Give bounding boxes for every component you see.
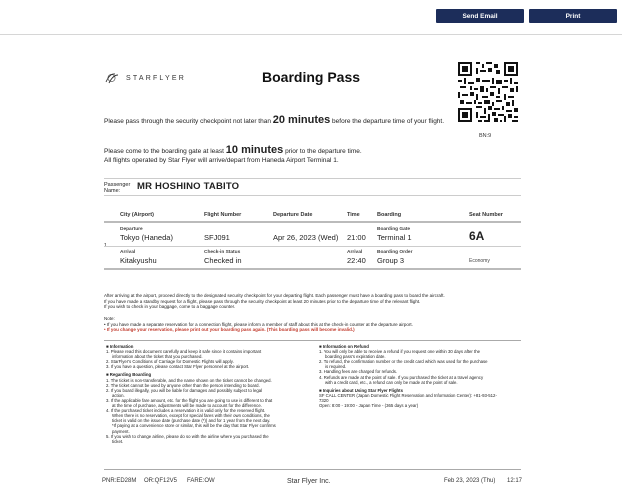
page-title: Boarding Pass <box>262 69 361 85</box>
info-heading: ■ Inquiries about Using Star Flyer Flights <box>319 387 404 393</box>
info-line: information about the ticket that you purchased. <box>112 354 203 360</box>
boarding-gate: Terminal 1 <box>377 233 412 242</box>
info-line: action. <box>112 392 125 398</box>
info-heading: ■ Information on Refund <box>319 344 369 349</box>
info-line: 3. Handling fees are charged for refunds. <box>319 369 398 375</box>
passenger-name: MR HOSHINO TABITO <box>137 181 240 192</box>
notice-emphasis: 20 minutes <box>272 114 331 126</box>
info-line: payment. <box>112 428 130 434</box>
qr-label: BN:9 <box>479 133 492 139</box>
notice-text: before the departure time of your flight. <box>332 118 445 125</box>
info-line: ticket. <box>112 438 124 444</box>
top-toolbar <box>0 0 622 35</box>
logo-text: STARFLYER <box>126 74 186 82</box>
header-departure-date: Departure Date <box>273 212 313 218</box>
arrival-city: Kitakyushu <box>120 256 157 265</box>
arrival-time: 22:40 <box>347 256 366 265</box>
gate-label: Boarding Gate <box>377 227 411 232</box>
footer-fare: FARE:OW <box>187 478 215 484</box>
send-email-button[interactable]: Send Email <box>436 9 524 23</box>
footer-or: OR:QF12V5 <box>144 478 178 484</box>
gate-notice <box>104 144 362 156</box>
passenger-label: Passenger Name: <box>104 182 131 194</box>
boarding-order-label: Boarding Order <box>377 250 413 255</box>
header-time: Time <box>347 212 360 218</box>
info-line: 1. Please read this document carefully and keep it safe since it contains important <box>106 349 262 355</box>
arrival-time-label: Arrival <box>347 250 363 255</box>
info-heading: ■ Regarding Boarding <box>106 372 152 378</box>
flight-number: SFJ091 <box>204 233 230 242</box>
departure-time: 21:00 <box>347 233 366 242</box>
info-line: Open: 8:00 - 19:00 - Japan Time - (365 days a year) <box>319 403 419 409</box>
notice-emphasis: 10 minutes <box>225 144 284 156</box>
footer-company: Star Flyer Inc. <box>287 478 331 485</box>
arrival-label: Arrival <box>120 250 136 255</box>
security-notice <box>104 115 449 127</box>
terminal-notice: All flights operated by Star Flyer will arrive/depart from Haneda Airport Terminal 1. <box>104 157 339 164</box>
footer-pnr: PNR:ED28M <box>102 478 137 484</box>
header-city: City (Airport) <box>120 212 154 218</box>
note-label: Note: <box>104 316 115 321</box>
departure-date: Apr 26, 2023 (Wed) <box>273 233 339 242</box>
departure-label: Departure <box>120 227 143 232</box>
info-line: When there is no reservation, except for special fares with their own conditions, the <box>112 413 270 419</box>
information-box <box>104 340 521 470</box>
info-heading: ■ Information <box>106 344 134 349</box>
info-line: 2. To refund, the confirmation number or the credit card which was used for the purchase <box>319 359 488 365</box>
boarding-order: Group 3 <box>377 256 405 265</box>
checkin-status: Checked in <box>204 256 242 265</box>
note-2: • If you change your reservation, please print out your boarding pass again. (This boarding pass will become invalid.) <box>104 327 355 332</box>
seat-class: Economy <box>469 258 490 264</box>
starflyer-logo <box>104 72 186 84</box>
notice-text: Please come to the boarding gate at least <box>104 148 224 155</box>
info-line: 1. The ticket is non-transferable, and the name shown on the ticket cannot be changed. <box>106 377 272 383</box>
info-line: boarding pass's expiration date. <box>325 354 386 360</box>
row-index: 1 <box>104 243 107 249</box>
info-line: 1. You will only be able to receive a refund if you request one within 30 days after the <box>319 349 480 355</box>
header-seat-number: Seat Number <box>469 212 503 218</box>
instruction-2: If you have made a standby request for a flight, please pass through the security checkpoint at least 20 minutes prior to the departure time of the relevant flight. <box>104 298 421 304</box>
passenger-section <box>104 178 521 196</box>
info-line: 2. If you board illegally, you will be liable for damages and possibly subject to legal <box>106 387 263 393</box>
table-divider <box>104 221 521 223</box>
info-line: 7320 <box>319 397 329 403</box>
info-line: 5. If you wish to change airline, please do so with the airline where you purchased the <box>106 433 269 439</box>
info-line: 2. The ticket cannot be used by anyone other than the person intending to board. <box>106 382 260 388</box>
seat-number: 6A <box>469 229 485 243</box>
info-line: 3. If the applicable fare amount, etc. for the flight you are going to use is different to that <box>106 397 273 403</box>
info-line: 3. If you have a question, please contact Star Flyer personnel at the airport. <box>106 364 250 370</box>
info-line: *If paying at a convenience store or similar, this will be the day that Star Flyer confirms <box>112 423 276 429</box>
qr-code-icon <box>456 60 520 124</box>
info-left-column <box>106 344 312 444</box>
info-right-column <box>319 344 519 408</box>
info-line: SF CALL CENTER (Japan Domestic Flight Reservation and Information Center): +81-93-512- <box>319 392 497 398</box>
instruction-1: After arriving at the airport, proceed directly to the designated security checkpoint for your departing flight. Each passenger must have a boarding pass to board the aircraft. <box>104 293 445 298</box>
info-line: 2. StarFlyer's Conditions of Carriage for Domestic Flights will apply. <box>106 359 234 365</box>
info-line: with a credit card, etc., a refund can only be made at the point of sale. <box>325 379 458 385</box>
notice-text: Please pass through the security checkpoint not later than <box>104 118 271 125</box>
note-1: • If you have made a separate reservation for a connection flight, please inform a member of staff about this at the check-in counter at the departure airport. <box>104 321 413 327</box>
table-divider <box>104 246 521 247</box>
print-button[interactable]: Print <box>529 9 617 23</box>
info-line: at the time of purchase, adjustments will be made to account for the difference. <box>112 403 262 409</box>
checkin-label: Check-in Status <box>204 250 241 255</box>
table-divider <box>104 268 521 270</box>
starflyer-logo-icon <box>104 72 120 84</box>
info-line: ticket is valid on the issue date (purchase date (*)) and for 1 year from the next day. <box>112 418 271 424</box>
departure-city: Tokyo (Haneda) <box>120 233 173 242</box>
instruction-3: If you wish to check in your baggage, come to a baggage counter. <box>104 304 236 309</box>
info-line: 4. If the purchased ticket includes a reservation it is valid only for the reserved flight. <box>106 408 266 414</box>
footer-time: 12:17 <box>507 478 523 484</box>
header-flight-number: Flight Number <box>204 212 242 218</box>
footer-date: Feb 23, 2023 (Thu) <box>444 478 496 484</box>
info-line: 4. Refunds are made at the point of sale. If you purchased the ticket at a travel agency <box>319 374 484 380</box>
header-boarding: Boarding <box>377 212 402 218</box>
notice-text: prior to the departure time. <box>285 148 362 155</box>
info-line: is required. <box>325 364 347 370</box>
